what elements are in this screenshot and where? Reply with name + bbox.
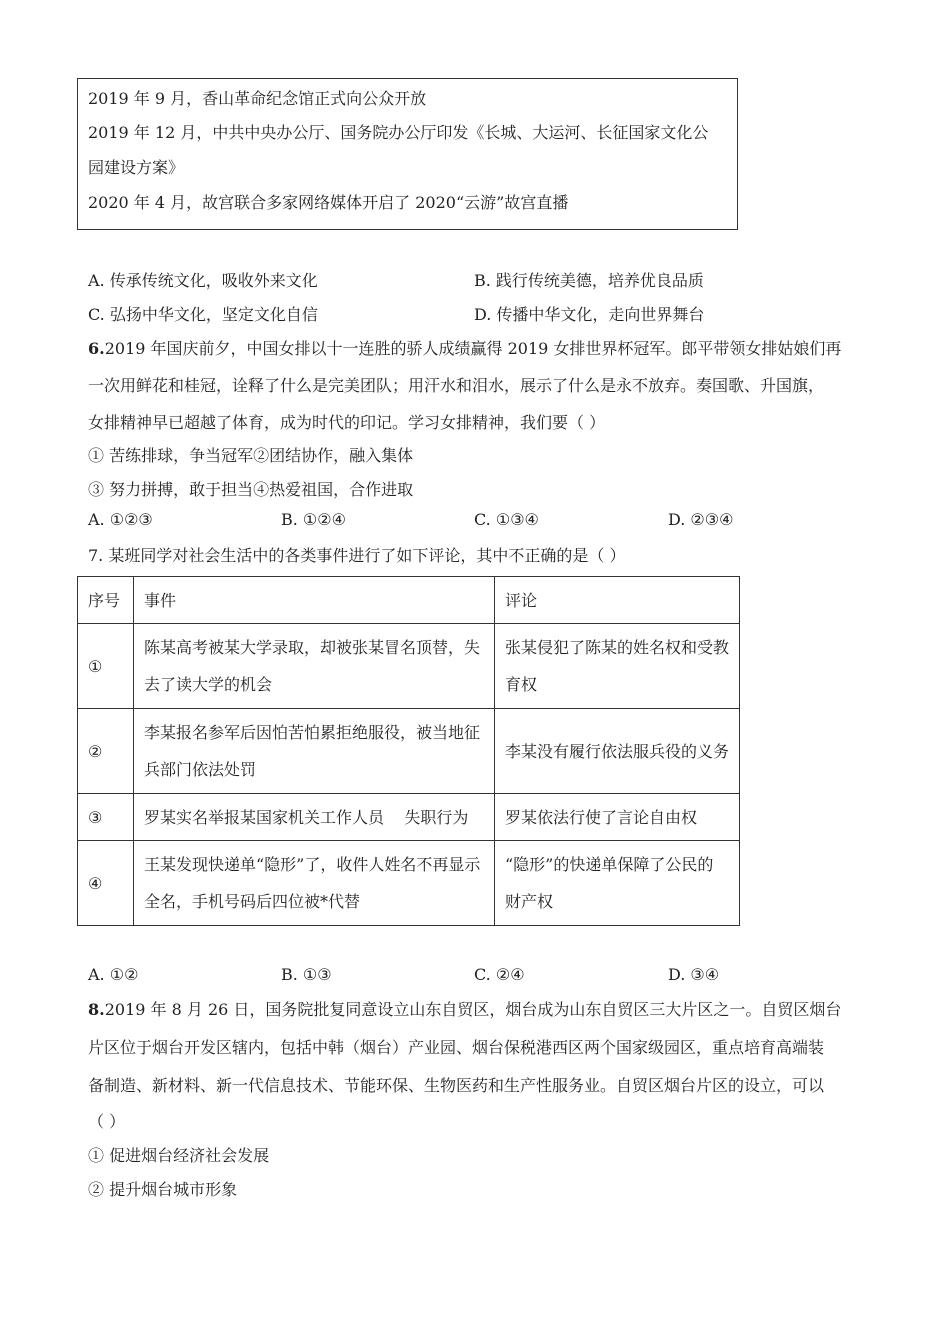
q6-stem-line-3: 女排精神早已超越了体育，成为时代的印记。学习女排精神，我们要（ ） bbox=[88, 413, 606, 432]
material-line-4: 2020 年 4 月，故宫联合多家网络媒体开启了 2020“云游”故宫直播 bbox=[88, 193, 569, 212]
material-line-2: 2019 年 12 月，中共中央办公厅、国务院办公厅印发《长城、大运河、长征国家文化公 bbox=[88, 123, 709, 142]
q8-statement-1: ① 促进烟台经济社会发展 bbox=[88, 1146, 270, 1165]
q8-statement-2: ② 提升烟台城市形象 bbox=[88, 1180, 238, 1199]
q6-option-b: B. ①②④ bbox=[281, 510, 346, 529]
q7-stem: 7. 某班同学对社会生活中的各类事件进行了如下评论，其中不正确的是（ ） bbox=[88, 546, 626, 565]
q8-stem-line-2: 片区位于烟台开发区辖内，包括中韩（烟台）产业园、烟台保税港西区两个国家级园区，重点培育高端装 bbox=[88, 1038, 825, 1057]
q8-stem-line-4: （ ） bbox=[88, 1112, 126, 1131]
table-cell-number: ① bbox=[78, 624, 134, 709]
table-header-number: 序号 bbox=[78, 577, 134, 624]
table-row bbox=[78, 624, 740, 709]
q7-option-a: A. ①② bbox=[88, 965, 139, 984]
q8-number: 8. bbox=[88, 1000, 105, 1019]
table-row bbox=[78, 794, 740, 841]
table-cell-number: ④ bbox=[78, 841, 134, 926]
table-cell-event: 陈某高考被某大学录取，却被张某冒名顶替，失去了读大学的机会 bbox=[134, 624, 495, 709]
q6-number: 6. bbox=[88, 339, 105, 358]
q8-stem-line-1: 8.2019 年 8 月 26 日，国务院批复同意设立山东自贸区，烟台成为山东自贸区三大片区之一。自贸区烟台 bbox=[88, 1000, 842, 1019]
q5-option-b: B. 践行传统美德，培养优良品质 bbox=[474, 271, 704, 290]
q7-option-b: B. ①③ bbox=[281, 965, 332, 984]
q6-option-d: D. ②③④ bbox=[668, 510, 734, 529]
q6-statement-1: ① 苦练排球，争当冠军②团结协作，融入集体 bbox=[88, 446, 414, 465]
events-table bbox=[77, 576, 740, 926]
material-line-3: 园建设方案》 bbox=[88, 158, 185, 177]
table-cell-comment: 罗某依法行使了言论自由权 bbox=[495, 794, 740, 841]
table-cell-event: 罗某实名举报某国家机关工作人员 失职行为 bbox=[134, 794, 495, 841]
table-cell-number: ③ bbox=[78, 794, 134, 841]
table-cell-comment: 张某侵犯了陈某的姓名权和受教育权 bbox=[495, 624, 740, 709]
table-cell-comment: “隐形”的快递单保障了公民的财产权 bbox=[495, 841, 740, 926]
q6-stem-line-1: 6.2019 年国庆前夕，中国女排以十一连胜的骄人成绩赢得 2019 女排世界杯冠军。郎平带领女排姑娘们再 bbox=[88, 339, 842, 358]
q8-stem-line-3: 备制造、新材料、新一代信息技术、节能环保、生物医药和生产性服务业。自贸区烟台片区的设立，可以 bbox=[88, 1076, 825, 1095]
q5-option-c: C. 弘扬中华文化，坚定文化自信 bbox=[88, 305, 318, 324]
table-row bbox=[78, 709, 740, 794]
table-header-comment: 评论 bbox=[495, 577, 740, 624]
q7-option-c: C. ②④ bbox=[474, 965, 525, 984]
q5-option-d: D. 传播中华文化，走向世界舞台 bbox=[474, 305, 705, 324]
q6-option-c: C. ①③④ bbox=[474, 510, 539, 529]
q6-stem-line-2: 一次用鲜花和桂冠，诠释了什么是完美团队；用汗水和泪水，展示了什么是永不放弃。奏国歌、升国旗， bbox=[88, 376, 825, 395]
table-cell-event: 王某发现快递单“隐形”了，收件人姓名不再显示全名，手机号码后四位被*代替 bbox=[134, 841, 495, 926]
material-line-1: 2019 年 9 月，香山革命纪念馆正式向公众开放 bbox=[88, 89, 427, 108]
table-row bbox=[78, 841, 740, 926]
table-cell-event: 李某报名参军后因怕苦怕累拒绝服役，被当地征兵部门依法处罚 bbox=[134, 709, 495, 794]
q5-option-a: A. 传承传统文化，吸收外来文化 bbox=[88, 271, 318, 290]
q6-option-a: A. ①②③ bbox=[88, 510, 153, 529]
table-cell-number: ② bbox=[78, 709, 134, 794]
table-header-event: 事件 bbox=[134, 577, 495, 624]
q6-statement-2: ③ 努力拼搏，敢于担当④热爱祖国，合作进取 bbox=[88, 480, 414, 499]
q7-option-d: D. ③④ bbox=[668, 965, 720, 984]
table-cell-comment: 李某没有履行依法服兵役的义务 bbox=[495, 709, 740, 794]
table-header-row bbox=[78, 577, 740, 624]
